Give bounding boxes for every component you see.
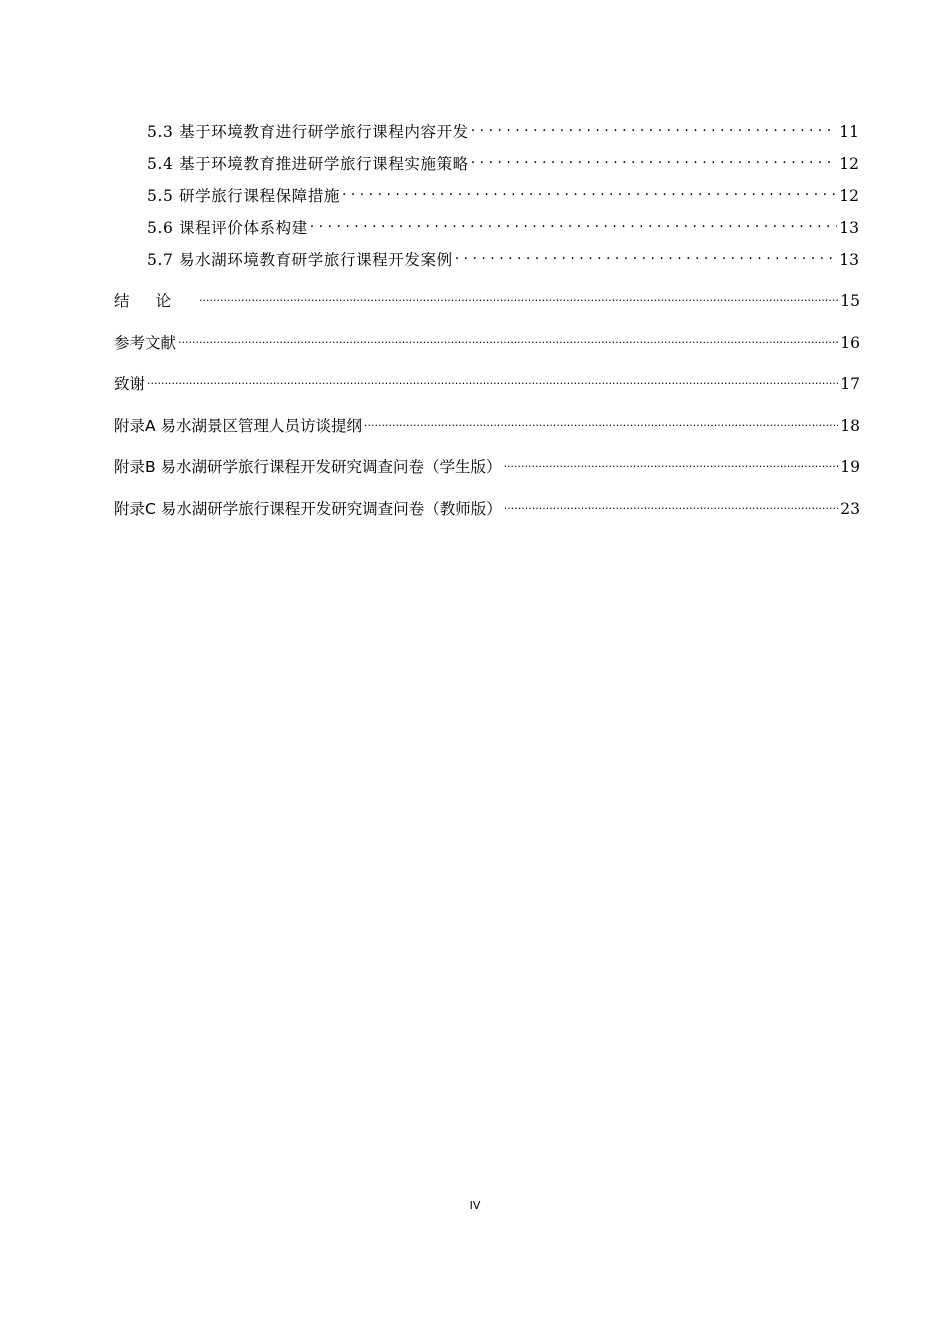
toc-dot-leader [504,457,839,473]
toc-entry-5-3[interactable] [147,120,859,142]
toc-page-number: 17 [840,375,860,393]
toc-page-number: 11 [839,123,859,141]
toc-dot-leader [364,416,838,432]
toc-entry-title: 结论 [114,292,198,310]
toc-dot-leader [199,291,838,307]
toc-entry-title: 5.4 基于环境教育推进研学旅行课程实施策略 [147,155,469,173]
toc-entry-acknowledgements[interactable] [114,372,860,394]
toc-dot-leader [471,122,837,138]
toc-page-number: 13 [839,251,859,269]
toc-page-number: 16 [840,334,860,352]
toc-entry-appendix-b[interactable] [114,455,860,477]
toc-entry-title: 5.7 易水湖环境教育研学旅行课程开发案例 [147,251,453,269]
toc-entry-references[interactable] [114,331,860,353]
toc-entry-title: 5.6 课程评价体系构建 [147,219,308,237]
toc-dot-leader [178,333,838,349]
toc-entry-5-7[interactable] [147,248,859,270]
toc-dot-leader [471,154,837,170]
toc-entry-5-4[interactable] [147,152,859,174]
toc-entry-title: 参考文献 [114,334,177,352]
toc-page-number: 12 [839,187,859,205]
toc-entry-title: 附录C 易水湖研学旅行课程开发研究调查问卷（教师版） [114,500,502,518]
toc-entry-title: 5.3 基于环境教育进行研学旅行课程内容开发 [147,123,469,141]
toc-page-number: 18 [840,417,860,435]
toc-entry-appendix-a[interactable] [114,414,860,436]
toc-entry-title: 致谢 [114,375,146,393]
toc-entry-5-6[interactable] [147,216,859,238]
toc-dot-leader [147,374,838,390]
toc-entry-title: 附录A 易水湖景区管理人员访谈提纲 [114,417,363,435]
toc-entry-title: 5.5 研学旅行课程保障措施 [147,187,340,205]
toc-page-number: 12 [839,155,859,173]
toc-page-number: 23 [840,500,860,518]
toc-dot-leader [342,186,837,202]
toc-dot-leader [455,250,838,266]
toc-entry-5-5[interactable] [147,184,859,206]
toc-dot-leader [504,499,839,515]
toc-entry-appendix-c[interactable] [114,497,860,519]
toc-entry-title: 附录B 易水湖研学旅行课程开发研究调查问卷（学生版） [114,458,502,476]
toc-page-number: 19 [840,458,860,476]
page-number-footer: IV [469,1199,481,1212]
toc-page-number: 13 [839,219,859,237]
toc-entry-conclusion[interactable] [114,289,860,311]
toc-page-number: 15 [840,292,860,310]
toc-dot-leader [310,218,837,234]
